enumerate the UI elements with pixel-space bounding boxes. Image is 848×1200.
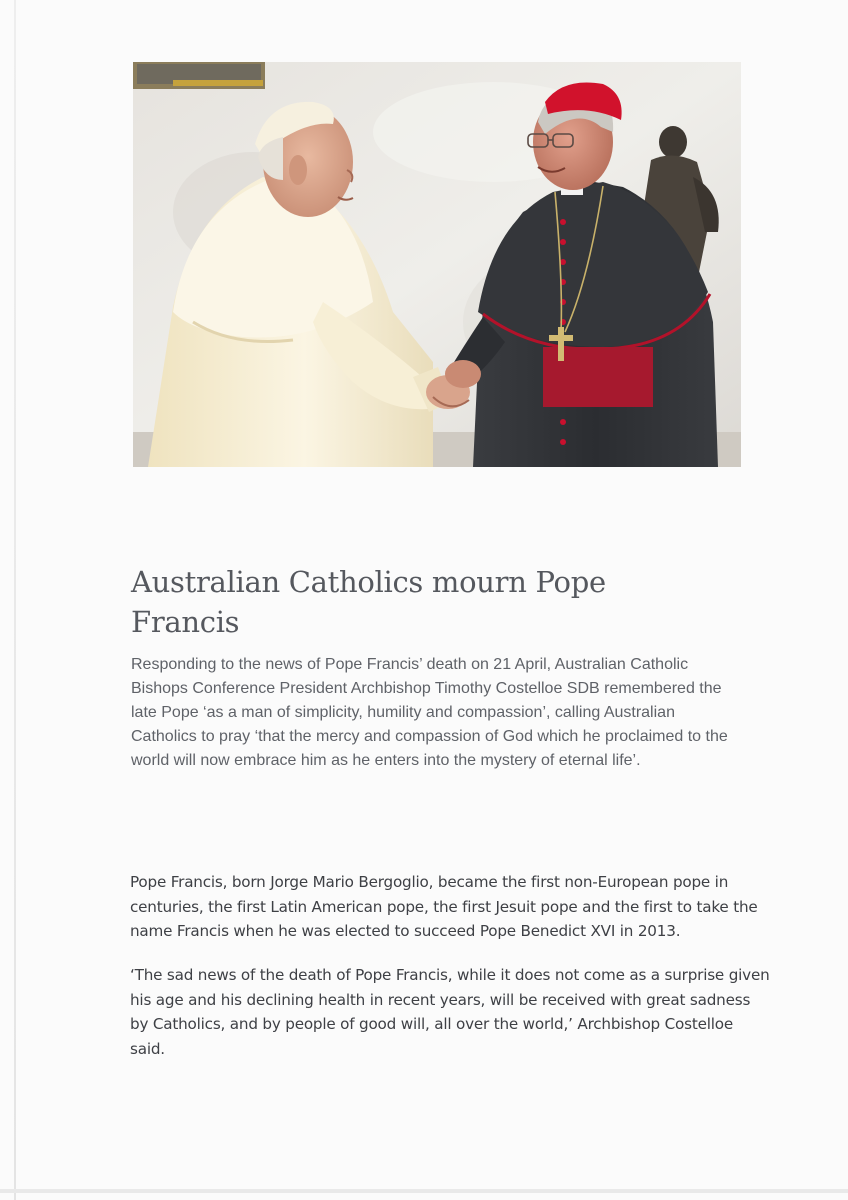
page-edge <box>14 0 16 1200</box>
photo-illustration <box>133 62 741 467</box>
article-paragraph: Pope Francis, born Jorge Mario Bergoglio, became the first non-European pope in centuries, the first Latin American pope, the first Jesuit pope and the first to take the name Francis when he was elected to succeed Pope Benedict XVI in 2013. <box>130 873 758 940</box>
article-headline: Australian Catholics mourn Pope Francis <box>131 565 606 639</box>
article-lead: Responding to the news of Pope Francis’ death on 21 April, Australian Catholic Bishops Conference President Archbishop Timothy Costelloe SDB remembered the late Pope ‘as a man of simplicity, humility and compassion’, calling Australian Catholics to pray ‘that the mercy and compassion of God which he proclaimed to the world will now embrace him as he enters into the mystery of eternal life’. <box>131 656 728 769</box>
page-bottom-edge <box>0 1189 848 1193</box>
article-photo <box>133 62 741 467</box>
article-paragraph: ‘The sad news of the death of Pope Francis, while it does not come as a surprise given his age and his declining health in recent years, will be received with great sadness by Catholics, and by people of good will, all over the world,’ Archbishop Costelloe said. <box>130 966 770 1058</box>
